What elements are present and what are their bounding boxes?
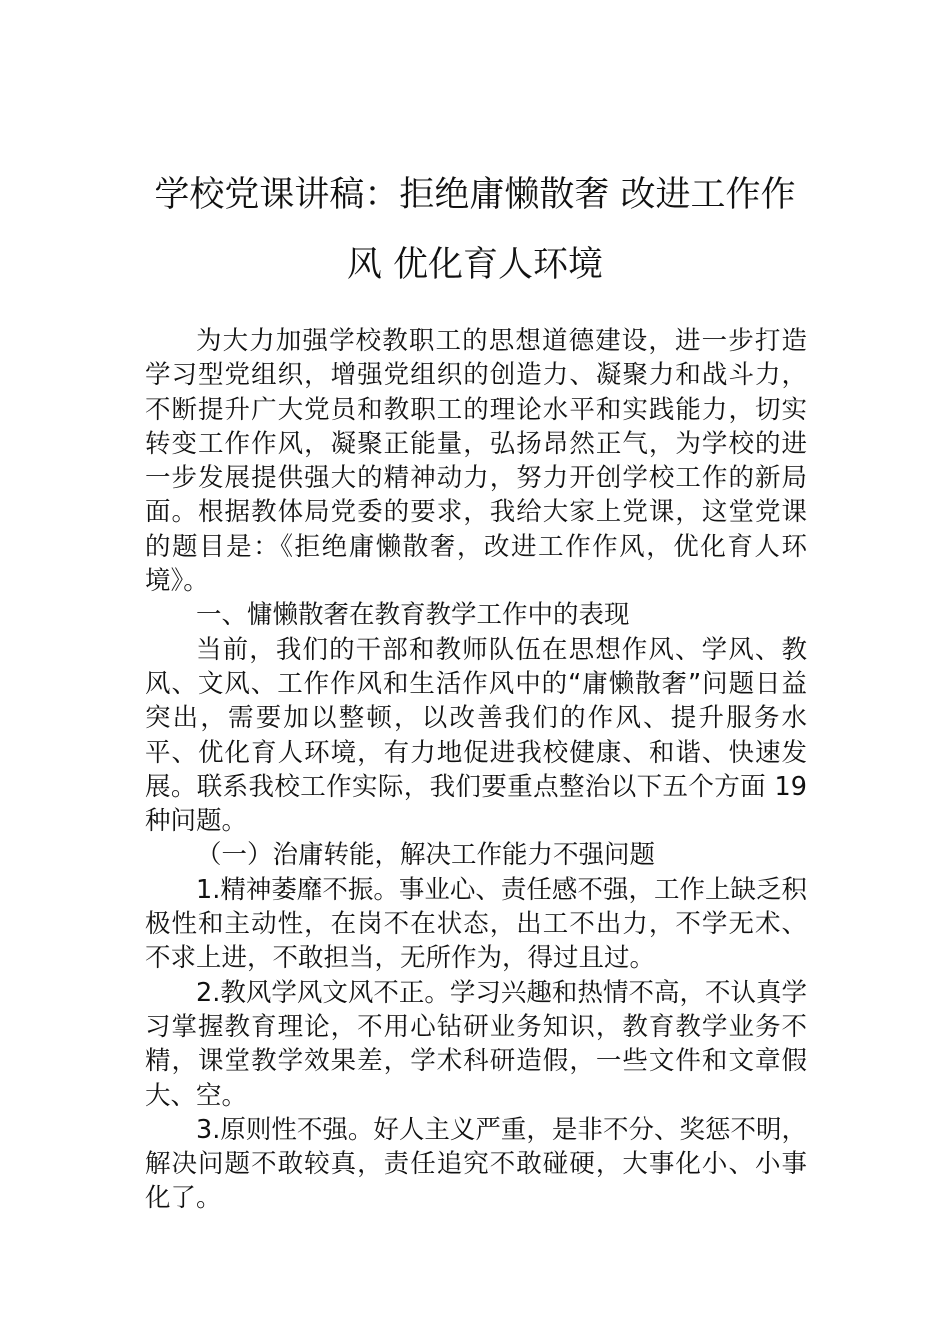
list-item: 2.教风学风文风不正。学习兴趣和热情不高，不认真学习掌握教育理论，不用心钻研业务知识，教育教学业务不精，课堂教学效果差，学术科研造假，一些文件和文章假大、空。 [145, 977, 807, 1111]
paragraph-current-situation: 当前，我们的干部和教师队伍在思想作风、学风、教风、文风、工作作风和生活作风中的“庸懒散奢”问题日益突出，需要加以整顿，以改善我们的作风、提升服务水平、优化育人环境，有力地促进我校健康、和谐、快速发展。联系我校工作实际，我们要重点整治以下五个方面 19 种问题。 [145, 634, 807, 837]
paragraph-intro: 为大力加强学校教职工的思想道德建设，进一步打造学习型党组织，增强党组织的创造力、凝聚力和战斗力，不断提升广大党员和教职工的理论水平和实践能力，切实转变工作作风，凝聚正能量，弘扬昂然正气，为学校的进一步发展提供强大的精神动力，努力开创学校工作的新局面。根据教体局党委的要求，我给大家上党课，这堂党课的题目是：《拒绝庸懒散奢，改进工作作风，优化育人环境》。 [145, 326, 807, 597]
document-body [145, 324, 807, 1216]
list-item: 3.原则性不强。好人主义严重，是非不分、奖惩不明，解决问题不敢较真，责任追究不敢碰硬，大事化小、小事化了。 [145, 1114, 807, 1214]
document-title: 学校党课讲稿：拒绝庸懒散奢 改进工作作风 优化育人环境 [154, 175, 796, 285]
list-item: 1.精神萎靡不振。事业心、责任感不强，工作上缺乏积极性和主动性，在岗不在状态，出工不出力，不学无术、不求上进，不敢担当，无所作为，得过且过。 [145, 874, 807, 974]
section-heading: 一、慵懒散奢在教育教学工作中的表现 [196, 600, 630, 631]
subsection-heading: （一）治庸转能，解决工作能力不强问题 [196, 840, 656, 871]
